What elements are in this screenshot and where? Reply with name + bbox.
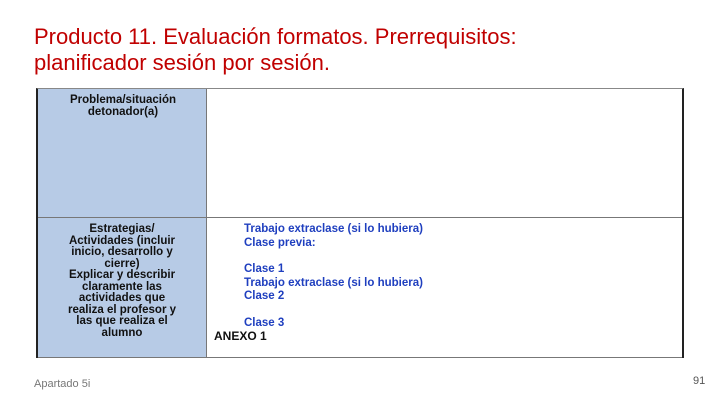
row-divider bbox=[38, 217, 682, 218]
row-label-line: claramente las bbox=[82, 280, 162, 293]
plan-line: Clase 3 bbox=[244, 316, 285, 329]
row-label-line: inicio, desarrollo y bbox=[71, 246, 173, 258]
plan-line: Clase 2 bbox=[244, 290, 285, 302]
row-label-line: las que realiza el bbox=[76, 315, 168, 327]
row-label-problem bbox=[58, 95, 188, 118]
planner-table bbox=[36, 88, 684, 358]
table-bottom-border bbox=[38, 357, 682, 358]
page-number: 91 bbox=[693, 375, 706, 387]
row-label-line: Estrategias/ bbox=[89, 223, 155, 235]
row-label-line: detonador(a) bbox=[87, 105, 159, 118]
anexo-label: ANEXO 1 bbox=[214, 329, 267, 343]
row-label-line: Problema/situación bbox=[69, 94, 177, 106]
plan-line: Trabajo extraclase (si lo hubiera) bbox=[244, 276, 423, 289]
plan-line: Clase previa: bbox=[244, 236, 316, 249]
row-label-line: cierre) bbox=[104, 257, 140, 270]
row-label-line: Actividades (incluir bbox=[68, 234, 176, 247]
plan-line: Clase 1 bbox=[244, 263, 285, 275]
footer-section-label: Apartado 5i bbox=[34, 378, 91, 390]
row-label-line: actividades que bbox=[78, 292, 166, 304]
row-label-line: Explicar y describir bbox=[68, 269, 176, 281]
slide-title-line-2: planificador sesión por sesión. bbox=[34, 50, 330, 75]
session-plan-list bbox=[244, 223, 423, 330]
plan-line: Trabajo extraclase (si lo hubiera) bbox=[244, 223, 423, 235]
plan-spacer bbox=[244, 250, 423, 263]
row-label-line: realiza el profesor y bbox=[67, 303, 177, 316]
slide-title-line-1: Producto 11. Evaluación formatos. Prerrequisitos: bbox=[34, 24, 517, 49]
row-label-line: alumno bbox=[101, 326, 143, 339]
slide-title bbox=[34, 24, 694, 76]
row-label-strategies bbox=[48, 224, 196, 339]
plan-spacer bbox=[244, 304, 423, 317]
